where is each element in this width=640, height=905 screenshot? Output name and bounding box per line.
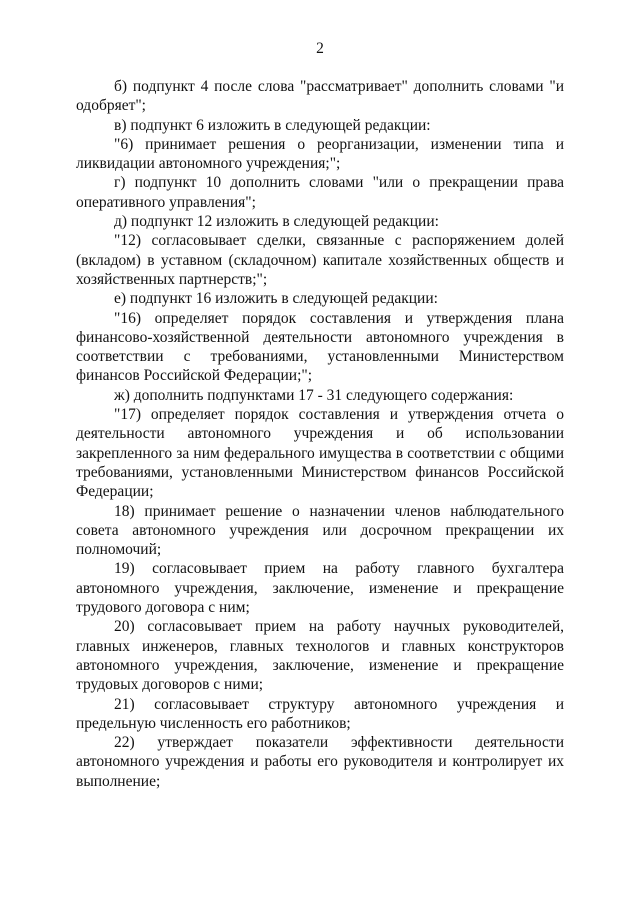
paragraph-item-21: 21) согласовывает структуру автономного учреждения и предельную численность его работников; [76, 695, 564, 732]
paragraph-item-17: "17) определяет порядок составления и утверждения отчета о деятельности автономного учреждения и об использовании закрепленного за ним федерального имущества в соответствии с общими требованиями, установленными Министерством финансов Российской Федерации; [76, 406, 564, 501]
paragraph-g: г) подпункт 10 дополнить словами "или о прекращении права оперативного управления"; [76, 174, 564, 211]
paragraph-item-16: "16) определяет порядок составления и утверждения плана финансово-хозяйственной деятельности автономного учреждения в соответствии с требованиями, установленными Министерством финансов Российской Федерации;"; [76, 309, 564, 385]
paragraph-item-22: 22) утверждает показатели эффективности деятельности автономного учреждения и работы его руководителя и контролирует их выполнение; [76, 734, 564, 790]
paragraph-d: д) подпункт 12 изложить в следующей редакции: [114, 213, 439, 231]
paragraph-b: б) подпункт 4 после слова "рассматривает" дополнить словами "и одобряет"; [76, 78, 564, 115]
page-number: 2 [316, 40, 324, 57]
paragraph-e: е) подпункт 16 изложить в следующей редакции: [114, 290, 438, 308]
paragraph-item-6: "6) принимает решения о реорганизации, изменении типа и ликвидации автономного учреждения;"; [76, 135, 564, 173]
paragraph-v: в) подпункт 6 изложить в следующей редакции: [114, 116, 431, 134]
paragraph-item-18: 18) принимает решение о назначении членов наблюдательного совета автономного учреждения или досрочном прекращении их полномочий; [76, 502, 564, 559]
paragraph-item-12: "12) согласовывает сделки, связанные с распоряжением долей (вкладом) в уставном (складочном) капитале хозяйственных обществ и хозяйственных партнерств;"; [76, 232, 564, 288]
paragraph-zh: ж) дополнить подпунктами 17 - 31 следующего содержания: [114, 386, 514, 404]
paragraph-item-20: 20) согласовывает прием на работу научных руководителей, главных инженеров, главных технологов и главных конструкторов автономного учреждения, заключение, изменение и прекращение трудовых договоров с ними; [76, 618, 564, 694]
paragraph-item-19: 19) согласовывает прием на работу главного бухгалтера автономного учреждения, заключение, изменение и прекращение трудового договора с ним; [76, 560, 564, 617]
document-body [76, 77, 564, 791]
